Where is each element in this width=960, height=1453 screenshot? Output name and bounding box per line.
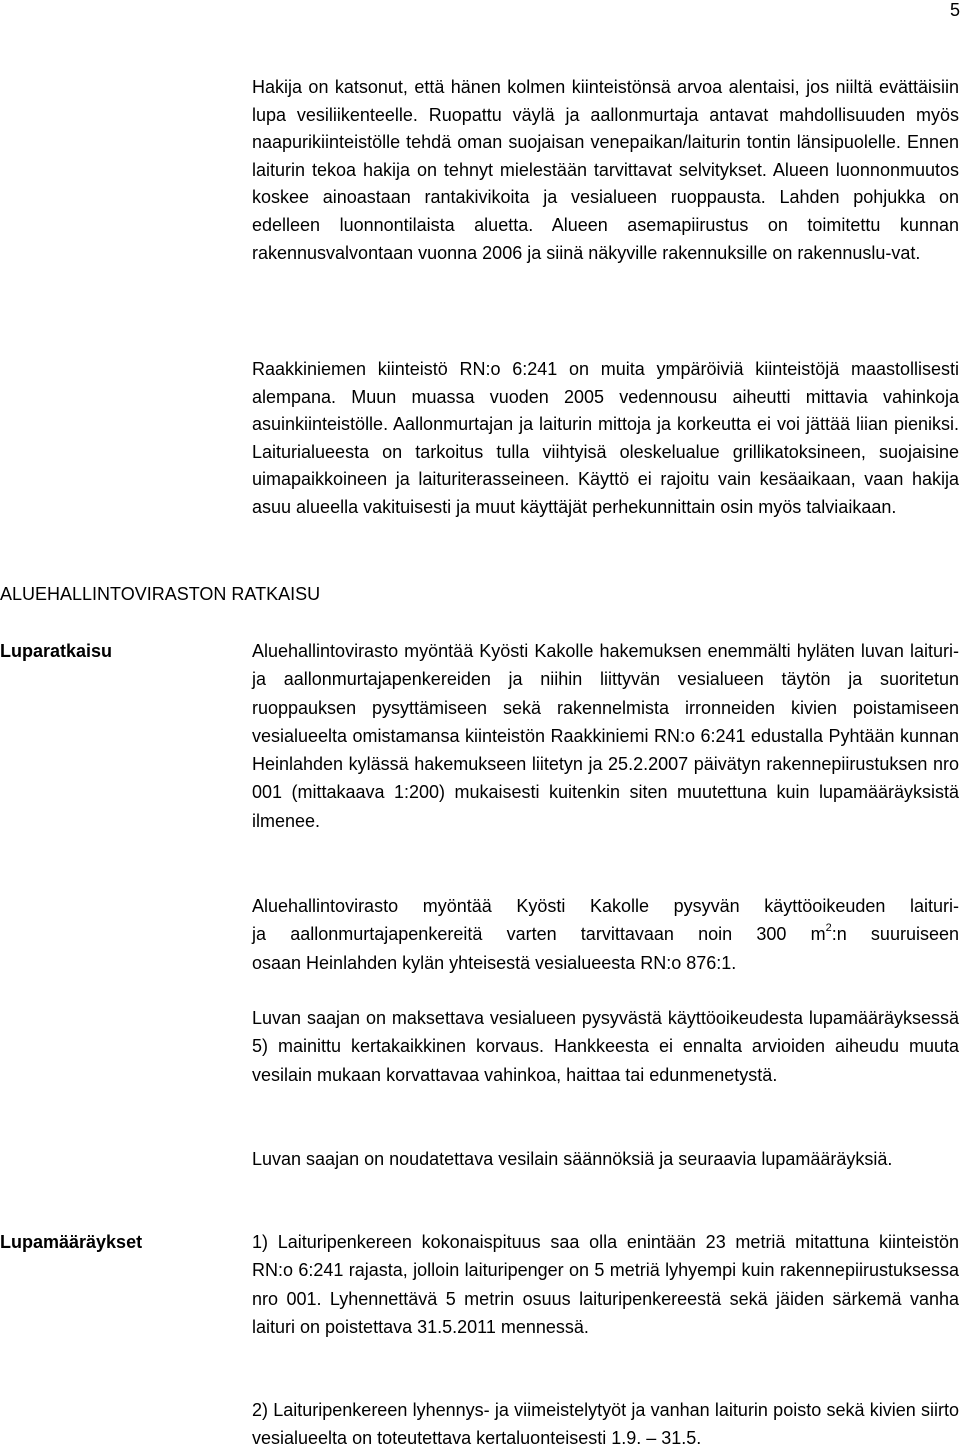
usage-right-line-2 [252,920,959,948]
regulation-1: 1) Laituripenkereen kokonaispituus saa olla enintään 23 metriä mitattuna kiinteistön RN:o 6:241 rajasta, jolloin laituripenger on 5 metriä lyhyempi kuin rakennepiirustuksessa nro 001. Lyhennettävä 5 metrin osuus laituripenkereestä sekä jäiden särkemä vanha laituri on poistettava 31.5.2011 mennessä. [252,1232,959,1337]
page-number: 5 [949,0,960,20]
usage-right-line-2-text: ja aallonmurtajapenkereitä varten tarvittavaan noin 300 m [252,924,826,945]
paragraph-compensation: Luvan saajan on maksettava vesialueen pysyvästä käyttöoikeudesta lupamääräyksessä 5) mainittu kertakaikkinen korvaus. Hankkeesta ei ennalta arvioiden aiheudu muuta vesilain mukaan korvattavaa vahinkoa, haittaa tai edunmenetystä. [252,1008,959,1085]
paragraph-permit-decision: Aluehallintovirasto myöntää Kyösti Kakolle hakemuksen enemmälti hyläten luvan laituri- ja aallonmurtajapenkereiden ja niihin liittyvän vesialueen täytön ja suoritetun ruoppauksen pysyttämiseen sekä rakennelmista irronneiden kivien poistamiseen vesialueelta omistamansa kiinteistön Raakkiniemi RN:o 6:241 edustalla Pyhtään kunnan Heinlahden kylässä hakemukseen liitetyn ja 25.2.2007 päivätyn rakennepiirustuksen nro 001 (mittakaava 1:200) mukaisesti kuitenkin siten muutettuna kuin lupamääräyksistä ilmenee. [252,641,959,831]
usage-right-line-1: Aluehallintovirasto myöntää Kyösti Kakolle pysyvän käyttöoikeuden laituri- [252,896,959,916]
label-lupamaaraykset: Lupamääräykset [0,1232,143,1252]
paragraph-property-description: Raakkiniemen kiinteistö RN:o 6:241 on muita ympäröiviä kiinteistöjä maastollisesti alempana. Muun muassa vuoden 2005 vedennousu aiheutti mittavia vahinkoja asuinkiinteistölle. Aallonmurtajan ja laiturin mittoja ja korkeutta ei voi jättää liian pieniksi. Laiturialueesta on tarkoitus tulla viihtyisä oleskelualue grillikatoksineen, suojaisine uimapaikkoineen ja laituriterasseineen. Käyttö ei rajoitu vain kesäaikaan, vaan hakija asuu alueella vakituisesti ja muut käyttäjät perhekunnittain osin myös talviaikaan. [252,359,959,517]
superscript-2: 2 [825,922,832,935]
paragraph-applicant-view: Hakija on katsonut, että hänen kolmen kiinteistönsä arvoa alentaisi, jos niiltä evättäisiin lupa vesiliikenteelle. Ruopattu väylä ja aallonmurtaja antavat mahdollisuuden myös naapurikiinteistölle tehdä oman suojaisan venepaikan/laiturin tontin länsipuolelle. Ennen laiturin tekoa hakija on tehnyt mielestään tarvittavat selvitykset. Alueen luonnonmuutos koskee ainoastaan rantakivikoita ja vesialueen ruoppausta. Lahden pohjukka on edelleen luonnontilaista aluetta. Alueen asemapiirustus on toimitettu kunnan rakennusvalvontaan vuonna 2006 ja siinä näkyville rakennuksille on rakennuslu-vat. [252,77,959,263]
paragraph-regulations-intro: Luvan saajan on noudatettava vesilain säännöksiä ja seuraavia lupamääräyksiä. [252,1149,893,1169]
label-luparatkaisu: Luparatkaisu [0,641,113,661]
regulation-2: 2) Laituripenkereen lyhennys- ja viimeistelytyöt ja vanhan laiturin poisto sekä kivien siirto vesialueelta on toteutettava kertaluonteisesti 1.9. – 31.5. [252,1400,959,1449]
paragraph-usage-right [252,892,959,977]
usage-right-line-3: osaan Heinlahden kylän yhteisestä vesialueesta RN:o 876:1. [252,952,737,973]
section-heading: ALUEHALLINTOVIRASTON RATKAISU [0,584,321,604]
usage-right-line-2-suffix: :n suuruiseen [831,924,959,945]
